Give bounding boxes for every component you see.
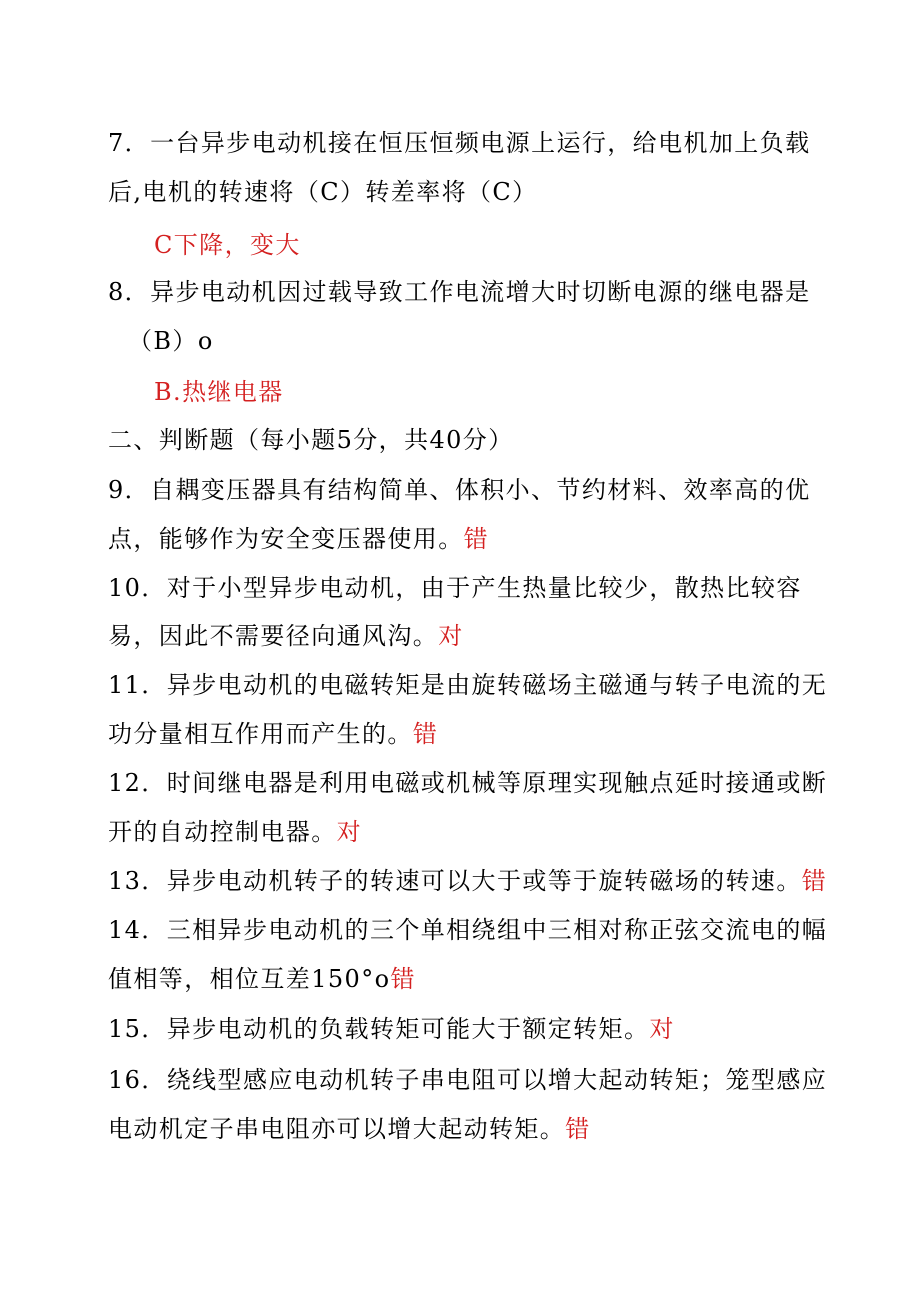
question-7-answer: C下降，变大: [154, 231, 301, 259]
question-11-line-2: [108, 719, 808, 749]
question-13-answer: 错: [801, 867, 828, 895]
question-8-line-2: （B）o: [128, 327, 214, 355]
question-14-answer: 错: [390, 965, 416, 993]
question-16-answer: 错: [565, 1115, 591, 1143]
question-12-line-1: 12．时间继电器是利用电磁或机械等原理实现触点延时接通或断: [108, 769, 828, 797]
question-8-line-1: 8．异步电动机因过载导致工作电流增大时切断电源的继电器是: [108, 278, 811, 306]
question-15-text: 15．异步电动机的负载转矩可能大于额定转矩。: [108, 1015, 650, 1043]
question-16-text: 电动机定子串电阻亦可以增大起动转矩。: [108, 1115, 566, 1143]
question-10-answer: 对: [438, 622, 464, 650]
question-7-line-2: 后,电机的转速将（C）转差率将（C）: [108, 178, 538, 206]
question-9-line-2: [108, 524, 808, 554]
section-2-heading: 二、判断题（每小题5分，共40分）: [108, 426, 514, 454]
question-11-answer: 错: [412, 720, 439, 748]
question-16-line-1: 16．绕线型感应电动机转子串电阻可以增大起动转矩；笼型感应: [108, 1066, 828, 1094]
question-9-line-1: 9．自耦变压器具有结构简单、体积小、节约材料、效率高的优: [108, 476, 811, 504]
question-14-text: 值相等，相位互差150°o: [108, 965, 391, 993]
question-12-answer: 对: [336, 818, 363, 846]
question-10-line-1: 10．对于小型异步电动机，由于产生热量比较少，散热比较容: [108, 574, 802, 602]
question-12-line-2: [108, 817, 808, 847]
question-14-line-1: 14．三相异步电动机的三个单相绕组中三相对称正弦交流电的幅: [108, 916, 828, 944]
question-12-text: 开的自动控制电器。: [108, 818, 337, 846]
question-8-answer: B.热继电器: [154, 378, 284, 406]
question-15-line-1: [108, 1014, 808, 1044]
question-13-text: 13．异步电动机转子的转速可以大于或等于旋转磁场的转速。: [108, 867, 802, 895]
question-13-line-1: [108, 866, 828, 896]
question-9-answer: 错: [463, 525, 490, 553]
question-15-answer: 对: [649, 1015, 675, 1043]
question-10-text: 易，因此不需要径向通风沟。: [108, 622, 439, 650]
question-11-line-1: 11．异步电动机的电磁转矩是由旋转磁场主磁通与转子电流的无: [108, 671, 828, 699]
question-9-text: 点，能够作为安全变压器使用。: [108, 525, 464, 553]
question-14-line-2: [108, 964, 808, 994]
question-7-line-1: 7．一台异步电动机接在恒压恒频电源上运行，给电机加上负载: [108, 129, 811, 157]
question-11-text: 功分量相互作用而产生的。: [108, 720, 413, 748]
question-16-line-2: [108, 1114, 808, 1144]
question-10-line-2: [108, 621, 808, 651]
